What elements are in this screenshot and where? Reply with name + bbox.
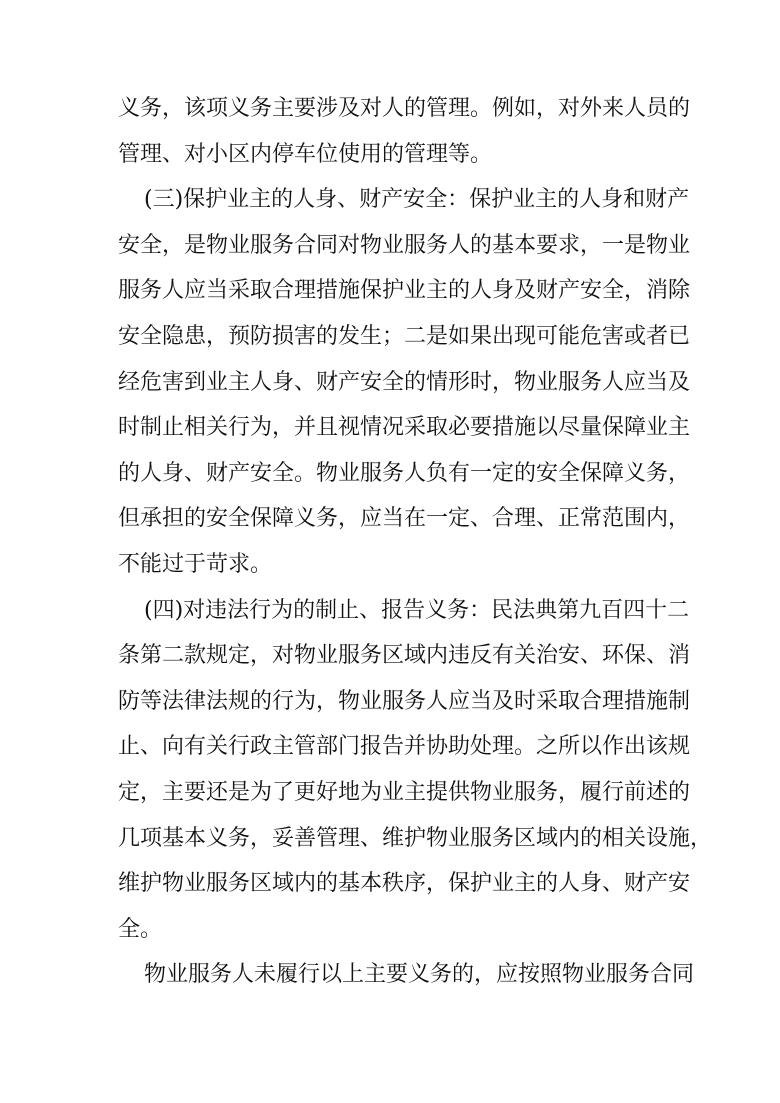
text-line: 几项基本义务，妥善管理、维护物业服务区域内的相关设施， [118, 825, 713, 851]
text-line: (三)保护业主的人身、财产安全：保护业主的人身和财产 [144, 187, 690, 213]
text-line: 条第二款规定，对物业服务区域内违反有关治安、环保、消 [118, 643, 691, 669]
text-line: 义务，该项义务主要涉及对人的管理。例如，对外来人员的 [118, 96, 691, 121]
text-line: 不能过于苛求。 [118, 551, 273, 577]
text-line: 时制止相关行为，并且视情况采取必要措施以尽量保障业主 [118, 415, 691, 441]
text-line: 止、向有关行政主管部门报告并协助处理。之所以作出该规 [118, 734, 691, 760]
text-line: 全。 [118, 916, 163, 942]
text-line: 安全，是物业服务合同对物业服务人的基本要求，一是物业 [118, 232, 691, 258]
text-line: 服务人应当采取合理措施保护业主的人身及财产安全，消除 [118, 278, 691, 304]
text-line: 物业服务人未履行以上主要义务的，应按照物业服务合同 [144, 962, 695, 988]
text-line: 管理、对小区内停车位使用的管理等。 [118, 141, 493, 167]
text-line: 的人身、财产安全。物业服务人负有一定的安全保障义务， [118, 460, 691, 486]
text-line: (四)对违法行为的制止、报告义务：民法典第九百四十二 [144, 597, 690, 623]
text-line: 维护物业服务区域内的基本秩序，保护业主的人身、财产安 [118, 871, 691, 897]
text-line: 但承担的安全保障义务，应当在一定、合理、正常范围内， [118, 506, 691, 532]
document-body [118, 86, 713, 998]
text-line: 定，主要还是为了更好地为业主提供物业服务，履行前述的 [118, 779, 691, 805]
text-line: 安全隐患，预防损害的发生；二是如果出现可能危害或者已 [118, 323, 691, 349]
text-line: 经危害到业主人身、财产安全的情形时，物业服务人应当及 [118, 369, 691, 395]
text-line: 防等法律法规的行为，物业服务人应当及时采取合理措施制 [118, 688, 691, 714]
